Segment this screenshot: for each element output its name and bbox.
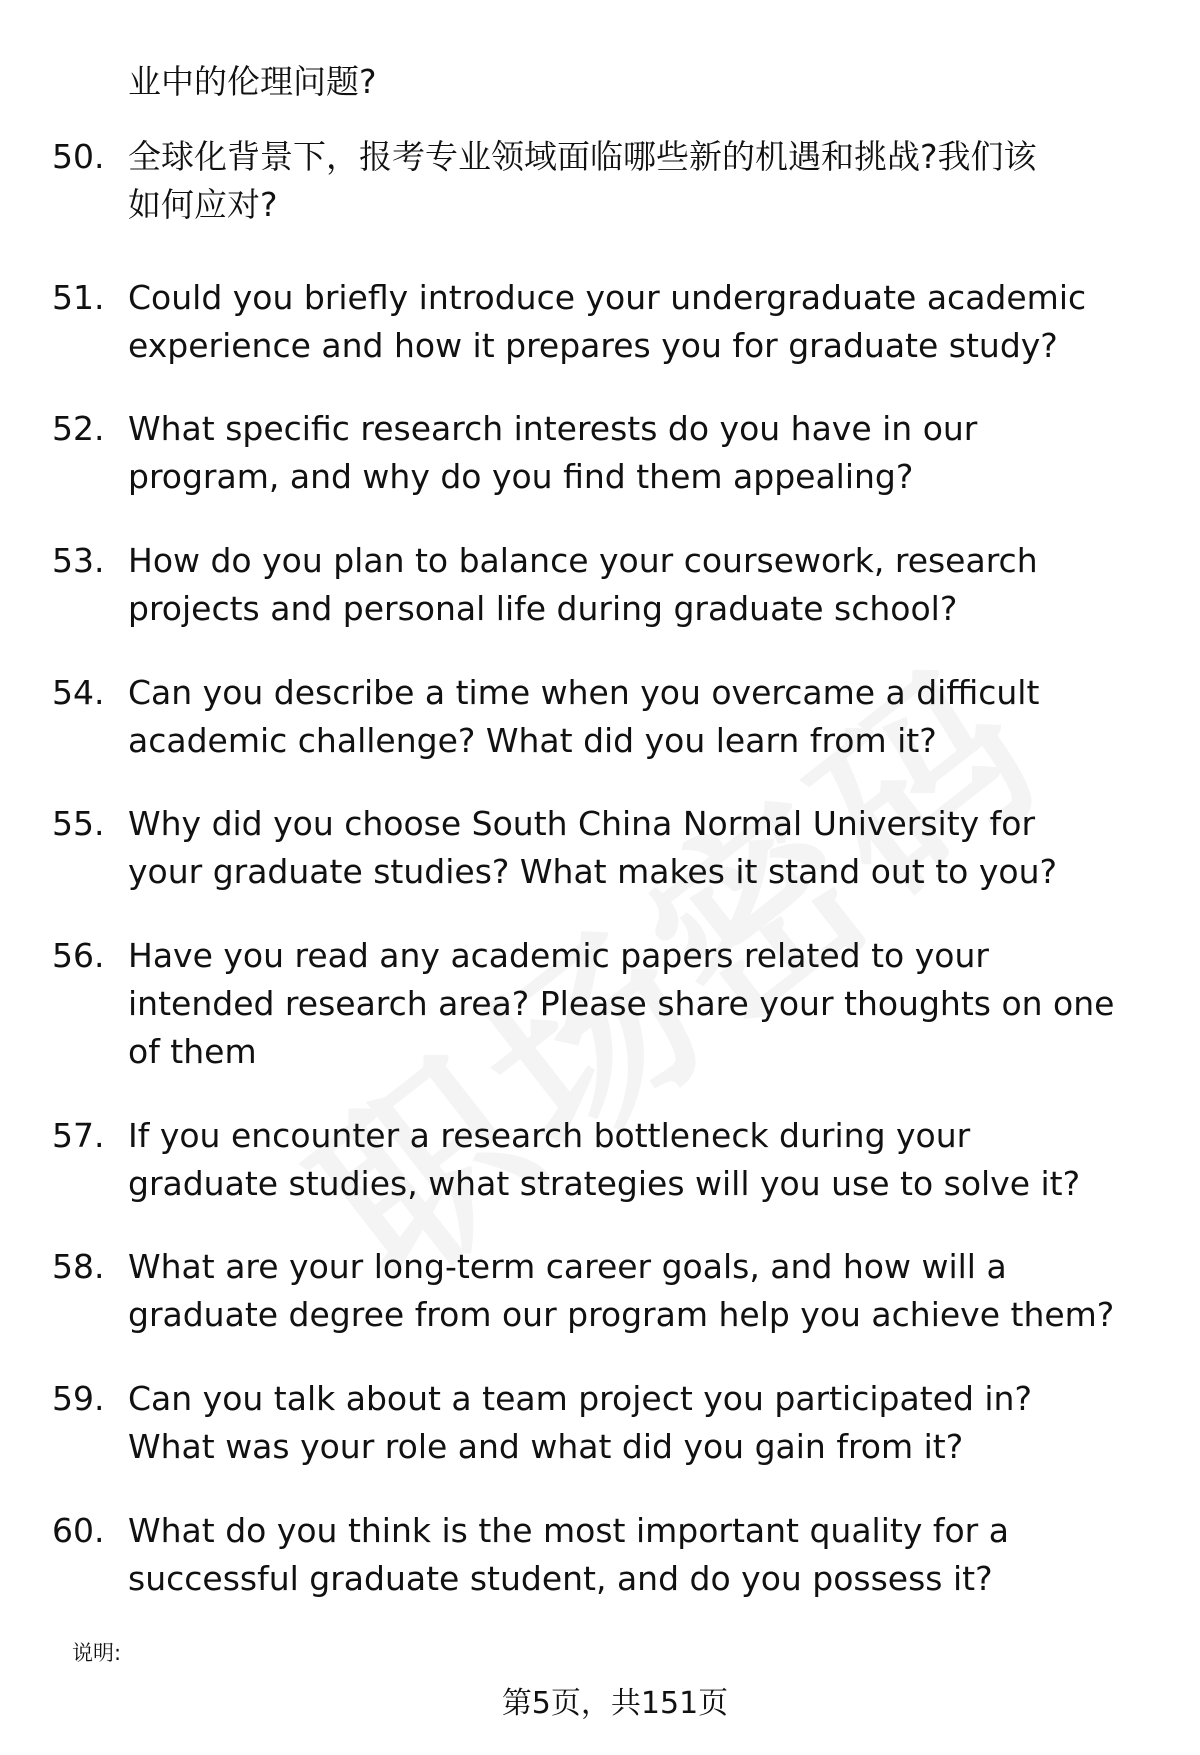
- question-line: graduate studies, what strategies will you use to solve it?: [128, 1164, 1081, 1203]
- question-line: 全球化背景下，报考专业领域面临哪些新的机遇和挑战?我们该: [128, 137, 1037, 176]
- question-line: Can you talk about a team project you participated in?: [128, 1379, 1032, 1418]
- question-number: 51.: [52, 278, 105, 317]
- question-number: 53.: [52, 541, 105, 580]
- question-number: 55.: [52, 804, 105, 843]
- question-line: What specific research interests do you have in our: [128, 409, 978, 448]
- question-line: What are your long-term career goals, and how will a: [128, 1247, 1007, 1286]
- question-line: of them: [128, 1032, 257, 1071]
- question-number: 59.: [52, 1379, 105, 1418]
- question-text: [128, 932, 1178, 1076]
- question-number: 56.: [52, 936, 105, 975]
- question-text: [128, 1375, 1178, 1471]
- question-number: 60.: [52, 1511, 105, 1550]
- question-text: [128, 1243, 1178, 1339]
- note-label: 说明:: [72, 1641, 122, 1665]
- question-line: successful graduate student, and do you possess it?: [128, 1559, 993, 1598]
- question-number: 57.: [52, 1116, 105, 1155]
- question-continuation: 业中的伦理问题?: [128, 62, 377, 101]
- question-text: [128, 1507, 1178, 1603]
- question-number: 54.: [52, 673, 105, 712]
- question-line: What was your role and what did you gain from it?: [128, 1427, 964, 1466]
- question-text: [128, 669, 1178, 765]
- question-text: [128, 1112, 1178, 1208]
- question-number: 52.: [52, 409, 105, 448]
- question-line: program, and why do you find them appealing?: [128, 457, 914, 496]
- question-line: intended research area? Please share your thoughts on one: [128, 984, 1115, 1023]
- question-line: experience and how it prepares you for graduate study?: [128, 326, 1058, 365]
- question-text: [128, 405, 1178, 501]
- question-line: What do you think is the most important quality for a: [128, 1511, 1009, 1550]
- question-line: academic challenge? What did you learn from it?: [128, 721, 937, 760]
- question-line: Why did you choose South China Normal University for: [128, 804, 1036, 843]
- question-line: graduate degree from our program help you achieve them?: [128, 1295, 1115, 1334]
- page-indicator: 第5页，共151页: [501, 1686, 729, 1721]
- question-number: 58.: [52, 1247, 105, 1286]
- question-number: 50.: [52, 137, 105, 176]
- question-line: Could you briefly introduce your undergraduate academic: [128, 278, 1087, 317]
- question-line: How do you plan to balance your coursework, research: [128, 541, 1038, 580]
- question-line: If you encounter a research bottleneck during your: [128, 1116, 971, 1155]
- question-text: [128, 133, 1178, 229]
- question-text: [128, 274, 1178, 370]
- question-text: [128, 800, 1178, 896]
- question-line: projects and personal life during graduate school?: [128, 589, 958, 628]
- question-line: 如何应对?: [128, 185, 278, 224]
- question-line: your graduate studies? What makes it stand out to you?: [128, 852, 1057, 891]
- question-line: Have you read any academic papers related to your: [128, 936, 989, 975]
- question-line: Can you describe a time when you overcame a difficult: [128, 673, 1040, 712]
- question-text: [128, 537, 1178, 633]
